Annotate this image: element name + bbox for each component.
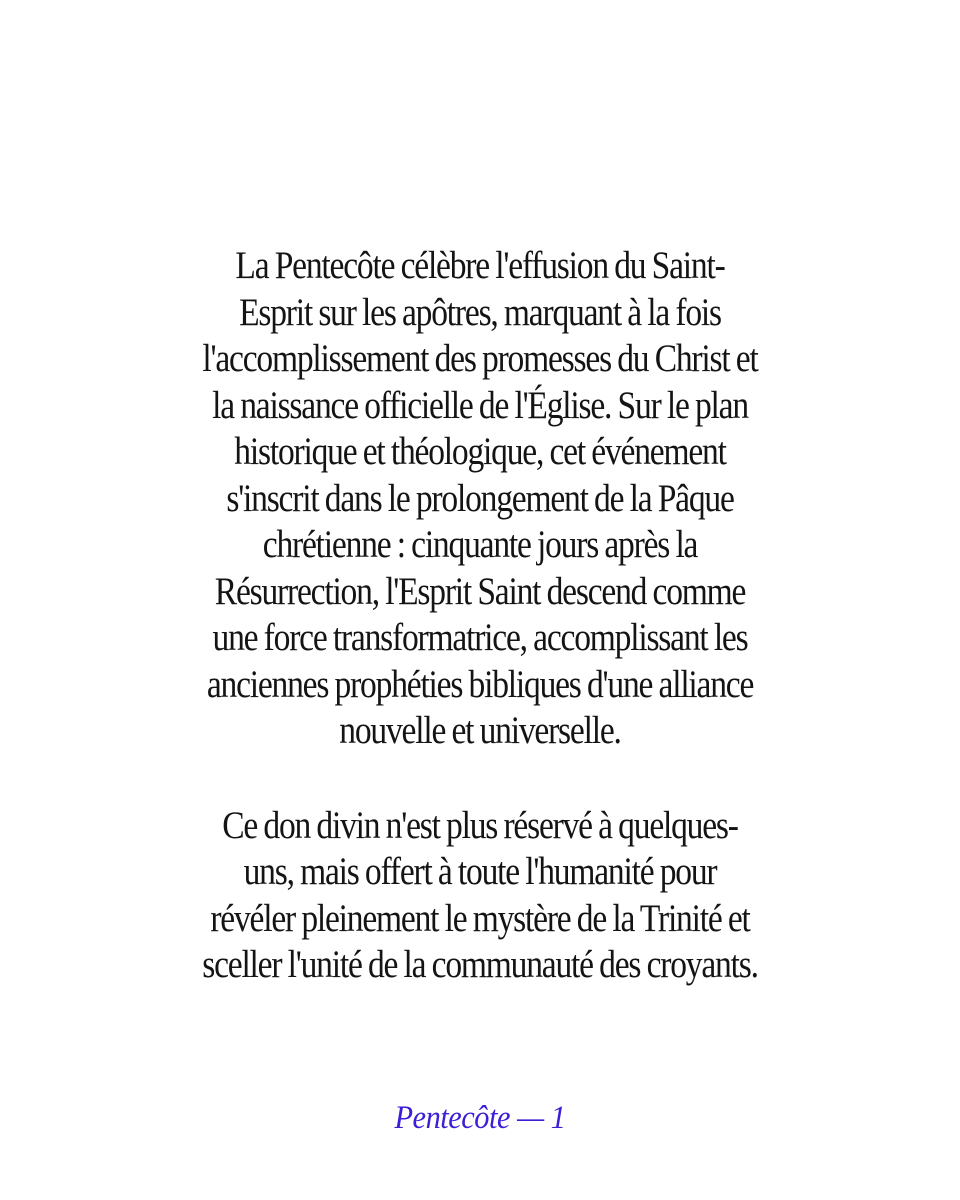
text-line: l'accomplissement des promesses du Christ et [202, 337, 758, 380]
text-line: uns, mais offert à toute l'humanité pour [243, 850, 717, 893]
text-line: Esprit sur les apôtres, marquant à la fois [239, 290, 721, 334]
paragraph-2 [150, 803, 810, 989]
text-line: une force transformatrice, accomplissant les [212, 616, 748, 659]
text-line: anciennes prophéties bibliques d'une alliance [206, 662, 754, 706]
text-line: Résurrection, l'Esprit Saint descend comme [214, 569, 746, 613]
text-line: historique et théologique, cet événement [234, 430, 726, 473]
paragraph-1 [150, 243, 810, 755]
paragraph-spacer [150, 755, 810, 803]
text-line: la naissance officielle de l'Église. Sur le plan [212, 383, 748, 427]
text-line: nouvelle et universelle. [339, 709, 621, 752]
text-line: La Pentecôte célèbre l'effusion du Saint- [235, 244, 725, 287]
page-footer: Pentecôte — 1 [394, 1100, 566, 1136]
text-line: Ce don divin n'est plus réservé à quelques- [222, 803, 738, 847]
text-line: révéler pleinement le mystère de la Trinité et [210, 896, 750, 940]
body-text [150, 243, 810, 989]
text-line: chrétienne : cinquante jours après la [262, 523, 698, 566]
text-line: sceller l'unité de la communauté des croyants. [202, 943, 758, 986]
text-line: s'inscrit dans le prolongement de la Pâque [226, 476, 734, 520]
